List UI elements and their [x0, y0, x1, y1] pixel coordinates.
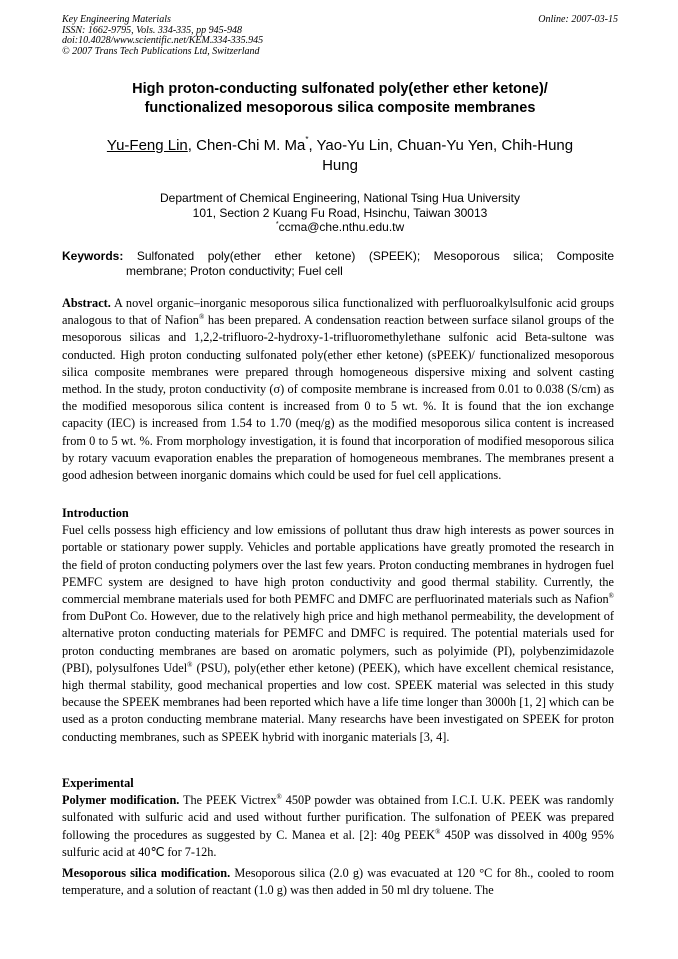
- author-list: [80, 136, 600, 176]
- abstract-section: [62, 295, 614, 484]
- author-last: Hung: [322, 157, 358, 174]
- author-corresponding: , Chen-Chi M. Ma: [187, 137, 306, 154]
- experimental-section: [62, 775, 614, 899]
- issn-line: ISSN: 1662-9795, Vols. 334-335, pp 945-948: [62, 24, 242, 36]
- paper-title: [62, 80, 618, 118]
- corresponding-mark: *: [305, 135, 309, 144]
- keywords-text-2: membrane; Proton conductivity; Fuel cell: [126, 263, 343, 278]
- copyright-line: © 2007 Trans Tech Publications Ltd, Switzerland: [62, 45, 260, 57]
- keywords-text-1: Sulfonated poly(ether ether ketone) (SPEEK); Mesoporous silica; Composite: [136, 249, 615, 263]
- registered-mark: ®: [435, 827, 441, 836]
- registered-mark: ®: [198, 313, 205, 322]
- author-first: Yu-Feng Lin: [106, 137, 188, 154]
- intro-text-1: Fuel cells possess high efficiency and low emissions of pollutant thus draw high interests as power sources in portable or stationary power supply. Vehicles and portable applications have greatly promoted the research in the field of proton conducting polymers over the last few years. Proton conducting membranes in hydrogen fuel PEMFC system are designed to have high proton conductivity and good thermal stability. Currently, the commercial membrane materials used for both PEMFC and DMFC are perfluorinated materials such as Nafion: [62, 523, 614, 607]
- author-others: , Yao-Yu Lin, Chuan-Yu Yen, Chih-Hung: [308, 137, 574, 154]
- polymer-text-2: 450P powder was obtained from I.C.I. U.K. PEEK was randomly sulfonated with sulfuric acid and used without further purification. The sulfonation of PEEK was prepared following the procedures as suggested by C. Manea et al. [2]: 40g PEEK: [62, 793, 614, 842]
- email-mark: *: [275, 221, 279, 228]
- introduction-section: [62, 505, 614, 746]
- registered-mark: ®: [276, 793, 282, 802]
- journal-header: [62, 15, 618, 57]
- title-line-2: functionalized mesoporous silica composite membranes: [144, 100, 536, 116]
- experimental-heading: Experimental: [62, 776, 134, 790]
- intro-text-2: from DuPont Co. However, due to the relatively high price and high methanol permeability, the development of alternative proton conducting materials for PEMFC and DMFC is required. The potential materials used for proton conducting membranes are based on aromatic polymers, such as polyimide (PI), polybenzimidazole (PBI), polysulfones Udel: [62, 609, 614, 675]
- abstract-text-1: A novel organic–inorganic mesoporous silica functionalized with perfluoroalkylsulfonic acid groups analogous to that of Nafion: [62, 296, 614, 328]
- polymer-text-1: The PEEK Victrex: [179, 793, 277, 808]
- silica-modification-label: Mesoporous silica modification.: [62, 866, 231, 881]
- polymer-modification-label: Polymer modification.: [62, 793, 180, 808]
- keywords: [62, 249, 614, 278]
- registered-mark: ®: [608, 592, 614, 601]
- intro-text-3: (PSU), poly(ether ether ketone) (PEEK), which have excellent chemical resistance, high thermal stability, good mechanical properties and low cost. SPEEK material was selected in this study because the SPEEK membranes had been reported which have a life time longer than 3000h [1, 2] which can be used as a proton conducting membrane material. Many researchs have been investigated on SPEEK for proton conducting membranes, such as SPEEK hybrid with inorganic materials [3, 4].: [62, 660, 614, 744]
- abstract-label: Abstract.: [62, 296, 111, 310]
- affiliation-department: Department of Chemical Engineering, National Tsing Hua University: [160, 191, 520, 205]
- title-line-1: High proton-conducting sulfonated poly(ether ether ketone)/: [132, 81, 548, 97]
- polymer-text-3: 450P was dissolved in 400g 95% sulfuric acid at 40℃ for 7-12h.: [62, 827, 614, 859]
- online-date: Online: 2007-03-15: [538, 14, 618, 25]
- affiliation: [62, 191, 618, 235]
- silica-text-1: Mesoporous silica (2.0 g) was evacuated at 120 °C for 8h., cooled to room temperature, and a solution of reactant (1.0 g) was then added in 50 ml dry toluene. The: [62, 866, 615, 898]
- author-email: ccma@che.nthu.edu.tw: [278, 220, 405, 234]
- introduction-heading: Introduction: [62, 506, 129, 520]
- doi-line: doi:10.4028/www.scientific.net/KEM.334-335.945: [62, 35, 264, 46]
- abstract-text-2: has been prepared. A condensation reaction between surface silanol groups of the mesoporous silicas and 1,2,2-trifluoro-2-hydroxy-1-trifluoromethylethane sulfonic acid Beta-sultone was conducted. High proton conducting sulfonated poly(ether ether ketone) (sPEEK)/ functionalized mesoporous silica composite membranes were prepared through homogeneous dispersive mixing and solvent casting method. In the study, proton conductivity (σ) of composite membrane is increased from 0.01 to 0.038 (S/cm) as the modified mesoporous silica content is increased from 0 to 5 wt. %. It is found that the ion exchange capacity (IEC) is increased from 1.54 to 1.70 (meq/g) as the modified mesoporous silica content is increased from 0 to 5 wt. %. From morphology investigation, it is found that incorporation of modified mesoporous silica by rotary vacuum evaporation enables the preparation of homogeneous membranes. The membranes present a good adhesion between inorganic domains which could be used for fuel cell applications.: [62, 313, 614, 483]
- registered-mark: ®: [187, 660, 193, 669]
- keywords-label: Keywords:: [62, 249, 124, 263]
- affiliation-address: 101, Section 2 Kuang Fu Road, Hsinchu, Taiwan 30013: [192, 205, 488, 220]
- journal-name: Key Engineering Materials: [62, 14, 171, 25]
